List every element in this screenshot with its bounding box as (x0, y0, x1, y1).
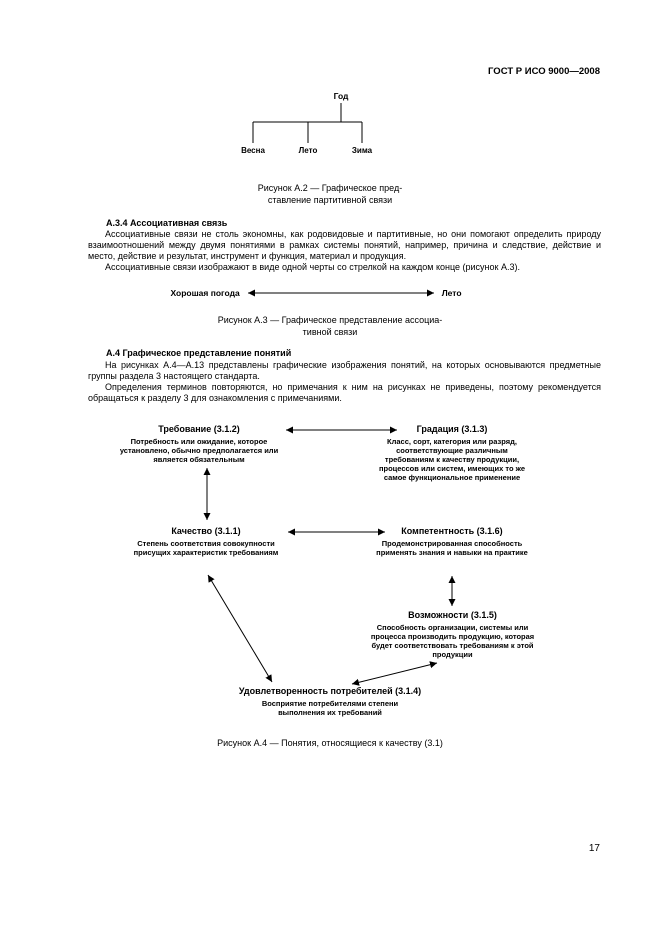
concept-term: Качество (3.1.1) (171, 526, 241, 536)
page-number: 17 (588, 843, 600, 854)
concept-node-competence (372, 526, 532, 557)
figure-a2-partitive-diagram (230, 90, 450, 168)
concept-term: Градация (3.1.3) (416, 424, 488, 434)
tree-leaf-label: Весна (241, 146, 265, 155)
figure-a2-caption (74, 182, 586, 206)
association-right-term: Лето (441, 288, 462, 298)
paragraph: На рисунках А.4—А.13 представлены графические изображения понятий, на которых основываются предметные группы раздела 3 настоящего стандарта. (88, 360, 601, 381)
concept-definition: Способность организации, системы или процесса производить продукцию, которая будет соответствовать требованиям к этой продукции (370, 623, 535, 659)
tree-root-label: Год (333, 91, 349, 101)
figure-a4-concept-diagram (88, 420, 601, 732)
concept-node-quality (126, 526, 286, 557)
tree-leaf-label: Зима (351, 146, 373, 155)
section-a4-body (88, 360, 601, 404)
figure-a3-associative-diagram (60, 288, 572, 298)
section-a34-body (88, 229, 601, 273)
section-a34-heading: А.3.4 Ассоциативная связь (106, 218, 228, 228)
tree-connector-lines (230, 90, 450, 168)
concept-node-capability (370, 610, 535, 659)
caption-line: Рисунок А.2 — Графическое пред- (257, 183, 403, 193)
caption-line: тивной связи (302, 327, 358, 337)
caption-line: Рисунок А.4 — Понятия, относящиеся к качеству (3.1) (217, 738, 443, 748)
concept-node-requirement (119, 424, 279, 464)
concept-definition: Класс, сорт, категория или разряд, соответствующие различным требованиям к качеству продукции, процессов или систем, имеющих то же самое функциональное применение (378, 437, 526, 482)
paragraph: Ассоциативные связи не столь экономны, как родовидовые и партитивные, но они помогают определить природу взаимоотношений между двумя понятиями в рамках системы понятий, например, причина и следствие, действие и место, действие и результат, инструмент и функция, материал и продукция. (88, 229, 601, 261)
concept-definition: Потребность или ожидание, которое установлено, обычно предполагается или является обязательным (119, 437, 279, 464)
concept-term: Возможности (3.1.5) (408, 610, 497, 620)
concept-term: Компетентность (3.1.6) (401, 526, 503, 536)
caption-line: ставление партитивной связи (267, 195, 393, 205)
paragraph: Ассоциативные связи изображают в виде одной черты со стрелкой на каждом конце (рисунок А.3). (105, 262, 520, 272)
association-left-term: Хорошая погода (170, 288, 240, 298)
caption-line: Рисунок А.3 — Графическое представление ассоциа- (217, 315, 443, 325)
tree-leaf-label: Лето (298, 146, 318, 155)
concept-term: Удовлетворенность потребителей (3.1.4) (238, 686, 422, 696)
concept-definition: Восприятие потребителями степени выполнения их требований (261, 699, 399, 717)
document-header: ГОСТ Р ИСО 9000—2008 (488, 66, 600, 77)
figure-a4-caption (74, 737, 586, 749)
concept-definition: Продемонстрированная способность применять знания и навыки на практике (376, 539, 528, 557)
paragraph: Определения терминов повторяются, но примечания к ним на рисунках не приведены, поэтому рекомендуется обращаться к разделу 3 для ознакомления с примечаниями. (88, 382, 601, 403)
concept-node-customer-satisfaction (220, 686, 440, 717)
concept-term: Требование (3.1.2) (158, 424, 240, 434)
double-arrow (245, 288, 437, 298)
concept-definition: Степень соответствия совокупности присущих характеристик требованиям (133, 539, 279, 557)
concept-node-grade (372, 424, 532, 482)
section-a4-heading: А.4 Графическое представление понятий (106, 348, 292, 358)
figure-a3-caption (74, 314, 586, 338)
